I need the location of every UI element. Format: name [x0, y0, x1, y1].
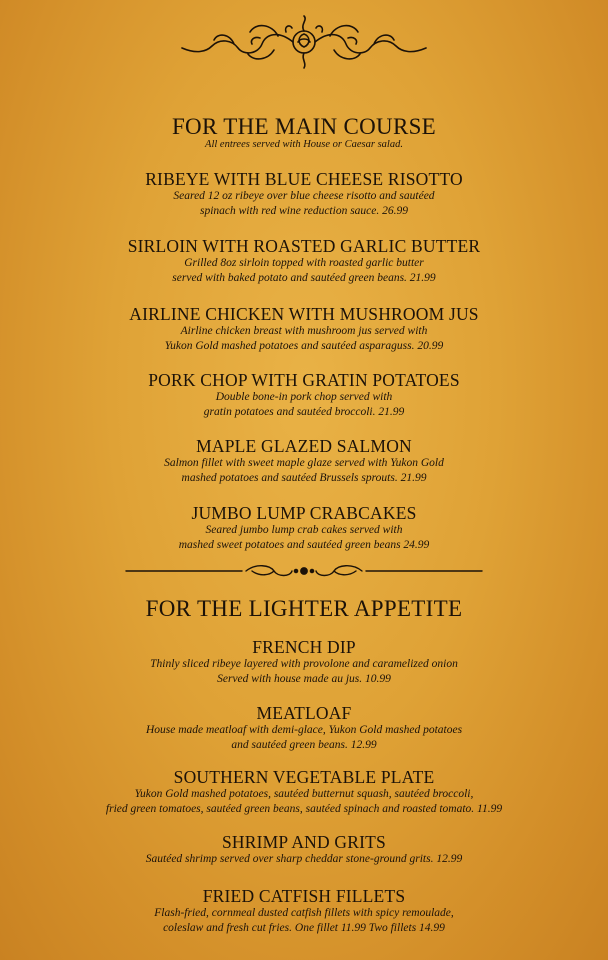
menu-item-description: Double bone-in pork chop served with	[215, 391, 393, 403]
menu-item-description: Salmon fillet with sweet maple glaze served with Yukon Gold	[164, 457, 444, 469]
menu-item-description: Airline chicken breast with mushroom jus served with	[180, 325, 428, 337]
menu-item-name: AIRLINE CHICKEN WITH MUSHROOM JUS	[129, 304, 479, 324]
menu-item-description: fried green tomatoes, sautéed green beans, sautéed spinach and roasted tomato. 11.99	[105, 802, 503, 815]
scroll-divider-icon	[0, 560, 608, 587]
menu-item-name: SOUTHERN VEGETABLE PLATE	[173, 767, 435, 787]
menu-item-description: Served with house made au jus. 10.99	[217, 672, 391, 685]
section-title-main-course: FOR THE MAIN COURSE	[171, 114, 437, 139]
menu-item-description: Yukon Gold mashed potatoes and sautéed asparaguss. 20.99	[164, 339, 444, 352]
menu-item-description: House made meatloaf with demi-glace, Yukon Gold mashed potatoes	[145, 724, 463, 736]
menu-item	[40, 832, 568, 867]
menu-item-name: FRENCH DIP	[252, 637, 356, 657]
menu-item-description: Thinly sliced ribeye layered with provolone and caramelized onion	[150, 658, 458, 670]
menu-item	[40, 169, 568, 218]
menu-item-name: MEATLOAF	[256, 703, 352, 723]
section-title-lighter-appetite: FOR THE LIGHTER APPETITE	[145, 596, 463, 621]
menu-item	[40, 886, 568, 935]
menu-item-name: FRIED CATFISH FILLETS	[202, 886, 406, 906]
menu-item-name: JUMBO LUMP CRABCAKES	[191, 503, 417, 523]
menu-item	[40, 436, 568, 485]
menu-item-name: PORK CHOP WITH GRATIN POTATOES	[148, 370, 460, 390]
menu-item-description: Sautéed shrimp served over sharp cheddar stone-ground grits. 12.99	[145, 853, 463, 865]
menu-item-description: gratin potatoes and sautéed broccoli. 21.99	[203, 405, 405, 418]
menu-item-description: spinach with red wine reduction sauce. 26.99	[199, 204, 409, 217]
menu-item-description: Flash-fried, cornmeal dusted catfish fillets with spicy remoulade,	[154, 907, 454, 919]
menu-item-name: MAPLE GLAZED SALMON	[196, 436, 412, 456]
menu-item	[40, 304, 568, 353]
menu-item-description: mashed sweet potatoes and sautéed green beans 24.99	[178, 538, 430, 551]
menu-item-name: RIBEYE WITH BLUE CHEESE RISOTTO	[145, 169, 463, 189]
section-subtitle-main-course: All entrees served with House or Caesar salad.	[205, 139, 403, 150]
menu-item-name: SIRLOIN WITH ROASTED GARLIC BUTTER	[127, 236, 481, 256]
menu-item-description: served with baked potato and sautéed green beans. 21.99	[172, 271, 436, 284]
menu-item-name: SHRIMP AND GRITS	[222, 832, 386, 852]
menu-item	[40, 236, 568, 285]
menu-item-description: Yukon Gold mashed potatoes, sautéed butternut squash, sautéed broccoli,	[134, 788, 474, 800]
menu-item	[20, 767, 588, 816]
menu-item-description: Seared jumbo lump crab cakes served with	[205, 524, 403, 536]
menu-item-description: coleslaw and fresh cut fries. One fillet 11.99 Two fillets 14.99	[163, 921, 445, 934]
menu-item-description: Grilled 8oz sirloin topped with roasted garlic butter	[184, 257, 424, 269]
menu-item-description: mashed potatoes and sautéed Brussels sprouts. 21.99	[181, 471, 427, 484]
floral-flourish-icon	[0, 14, 608, 75]
menu-item-description: and sautéed green beans. 12.99	[231, 738, 377, 751]
menu-item	[40, 503, 568, 552]
menu-item-description: Seared 12 oz ribeye over blue cheese risotto and sautéed	[173, 190, 435, 202]
menu-item	[40, 637, 568, 686]
menu-item	[40, 703, 568, 752]
menu-item	[40, 370, 568, 419]
